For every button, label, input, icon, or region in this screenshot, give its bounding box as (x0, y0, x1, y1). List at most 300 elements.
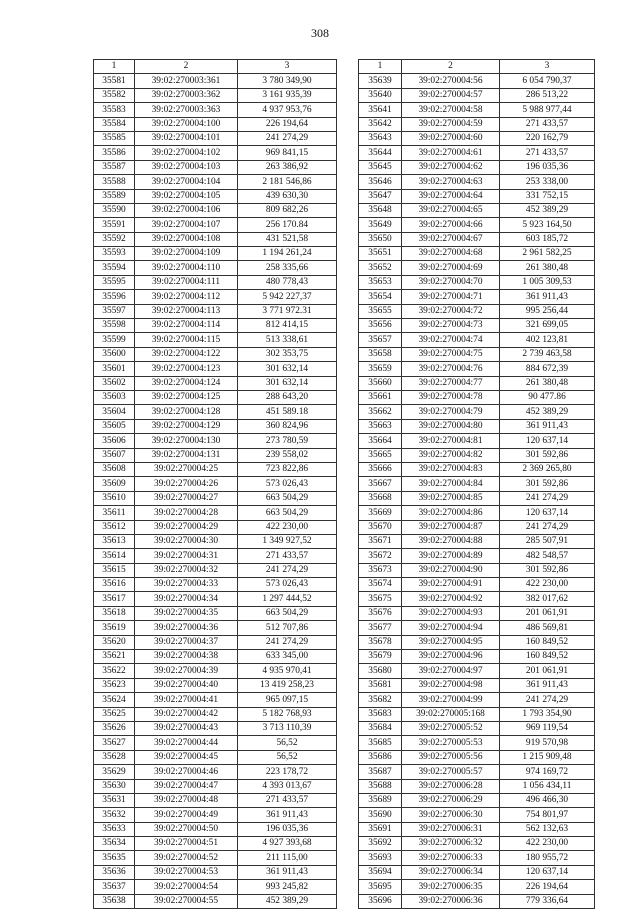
row-number-cell: 35649 (359, 218, 402, 232)
cadastral-number-cell: 39:02:270006:30 (402, 808, 500, 822)
value-cell: 271 433,57 (238, 549, 337, 563)
table-row (94, 736, 337, 750)
column-header: 1 (359, 60, 402, 74)
value-cell: 573 026,43 (238, 477, 337, 491)
cadastral-number-cell: 39:02:270004:52 (135, 851, 238, 865)
value-cell: 5 942 227,37 (238, 290, 337, 304)
cadastral-number-cell: 39:02:270004:108 (135, 232, 238, 246)
value-cell: 6 054 790,37 (500, 74, 595, 88)
table-row (359, 506, 595, 520)
table-row (359, 621, 595, 635)
row-number-cell: 35666 (359, 462, 402, 476)
table-row (94, 592, 337, 606)
table-row (94, 578, 337, 592)
row-number-cell: 35623 (94, 678, 135, 692)
table-row (359, 534, 595, 548)
row-number-cell: 35670 (359, 520, 402, 534)
row-number-cell: 35638 (94, 894, 135, 908)
table-row (359, 592, 595, 606)
table-row (94, 146, 337, 160)
table-row (359, 434, 595, 448)
row-number-cell: 35610 (94, 491, 135, 505)
row-number-cell: 35691 (359, 822, 402, 836)
row-number-cell: 35598 (94, 319, 135, 333)
cadastral-number-cell: 39:02:270004:100 (135, 117, 238, 131)
cadastral-number-cell: 39:02:270004:42 (135, 707, 238, 721)
table-row (359, 491, 595, 505)
cadastral-number-cell: 39:02:270004:48 (135, 793, 238, 807)
cadastral-number-cell: 39:02:270004:104 (135, 175, 238, 189)
table-row (94, 160, 337, 174)
value-cell: 160 849,52 (500, 650, 595, 664)
cadastral-number-cell: 39:02:270003:363 (135, 103, 238, 117)
table-row (94, 765, 337, 779)
row-number-cell: 35606 (94, 434, 135, 448)
row-number-cell: 35668 (359, 491, 402, 505)
cadastral-number-cell: 39:02:270004:112 (135, 290, 238, 304)
value-cell: 5 182 768,93 (238, 707, 337, 721)
value-cell: 633 345,00 (238, 650, 337, 664)
table-row (94, 88, 337, 102)
cadastral-number-cell: 39:02:270004:111 (135, 275, 238, 289)
cadastral-number-cell: 39:02:270004:102 (135, 146, 238, 160)
table-row (94, 506, 337, 520)
table-row (94, 635, 337, 649)
value-cell: 431 521,58 (238, 232, 337, 246)
cadastral-number-cell: 39:02:270004:62 (402, 160, 500, 174)
table-row (359, 707, 595, 721)
row-number-cell: 35673 (359, 563, 402, 577)
value-cell: 884 672,39 (500, 362, 595, 376)
cadastral-number-cell: 39:02:270006:34 (402, 865, 500, 879)
table-row (359, 275, 595, 289)
row-number-cell: 35630 (94, 779, 135, 793)
cadastral-number-cell: 39:02:270006:29 (402, 793, 500, 807)
value-cell: 261 380,48 (500, 261, 595, 275)
row-number-cell: 35586 (94, 146, 135, 160)
row-number-cell: 35617 (94, 592, 135, 606)
table-row (359, 347, 595, 361)
row-number-cell: 35637 (94, 880, 135, 894)
row-number-cell: 35585 (94, 131, 135, 145)
value-cell: 663 504,29 (238, 506, 337, 520)
row-number-cell: 35639 (359, 74, 402, 88)
value-cell: 256 170.84 (238, 218, 337, 232)
value-cell: 969 119,54 (500, 721, 595, 735)
row-number-cell: 35658 (359, 347, 402, 361)
row-number-cell: 35588 (94, 175, 135, 189)
row-number-cell: 35611 (94, 506, 135, 520)
table-row (359, 232, 595, 246)
value-cell: 779 336,64 (500, 894, 595, 908)
row-number-cell: 35622 (94, 664, 135, 678)
table-row (359, 203, 595, 217)
value-cell: 271 433,57 (500, 146, 595, 160)
value-cell: 439 630,30 (238, 189, 337, 203)
value-cell: 4 937 953,76 (238, 103, 337, 117)
cadastral-number-cell: 39:02:270004:25 (135, 462, 238, 476)
row-number-cell: 35589 (94, 189, 135, 203)
table-row (359, 880, 595, 894)
row-number-cell: 35628 (94, 750, 135, 764)
cadastral-number-cell: 39:02:270004:96 (402, 650, 500, 664)
row-number-cell: 35581 (94, 74, 135, 88)
row-number-cell: 35621 (94, 650, 135, 664)
cadastral-number-cell: 39:02:270004:99 (402, 693, 500, 707)
table-row (359, 779, 595, 793)
table-row (94, 534, 337, 548)
table-row (359, 376, 595, 390)
cadastral-number-cell: 39:02:270004:93 (402, 606, 500, 620)
value-cell: 286 513,22 (500, 88, 595, 102)
table-row (359, 549, 595, 563)
row-number-cell: 35633 (94, 822, 135, 836)
cadastral-number-cell: 39:02:270004:30 (135, 534, 238, 548)
value-cell: 452 389,29 (500, 405, 595, 419)
row-number-cell: 35645 (359, 160, 402, 174)
row-number-cell: 35601 (94, 362, 135, 376)
value-cell: 562 132,63 (500, 822, 595, 836)
value-cell: 120 637,14 (500, 434, 595, 448)
cadastral-number-cell: 39:02:270004:107 (135, 218, 238, 232)
cadastral-number-cell: 39:02:270004:61 (402, 146, 500, 160)
row-number-cell: 35689 (359, 793, 402, 807)
cadastral-number-cell: 39:02:270004:41 (135, 693, 238, 707)
column-header: 1 (94, 60, 135, 74)
value-cell: 302 353,75 (238, 347, 337, 361)
value-cell: 361 911,43 (500, 678, 595, 692)
cadastral-number-cell: 39:02:270004:68 (402, 247, 500, 261)
cadastral-number-cell: 39:02:270004:123 (135, 362, 238, 376)
table-row (359, 319, 595, 333)
cadastral-number-cell: 39:02:270004:71 (402, 290, 500, 304)
cadastral-number-cell: 39:02:270004:77 (402, 376, 500, 390)
value-cell: 513 338,61 (238, 333, 337, 347)
row-number-cell: 35608 (94, 462, 135, 476)
value-cell: 573 026,43 (238, 578, 337, 592)
cadastral-number-cell: 39:02:270004:64 (402, 189, 500, 203)
row-number-cell: 35596 (94, 290, 135, 304)
value-cell: 486 569,81 (500, 621, 595, 635)
value-cell: 2 961 582,25 (500, 247, 595, 261)
cadastral-number-cell: 39:02:270004:27 (135, 491, 238, 505)
value-cell: 90 477.86 (500, 390, 595, 404)
value-cell: 919 570,98 (500, 736, 595, 750)
cadastral-number-cell: 39:02:270004:83 (402, 462, 500, 476)
cadastral-number-cell: 39:02:270004:39 (135, 664, 238, 678)
row-number-cell: 35648 (359, 203, 402, 217)
cadastral-number-cell: 39:02:270004:31 (135, 549, 238, 563)
value-cell: 422 230,00 (238, 520, 337, 534)
cadastral-number-cell: 39:02:270004:90 (402, 563, 500, 577)
value-cell: 993 245,82 (238, 880, 337, 894)
table-row (359, 175, 595, 189)
cadastral-number-cell: 39:02:270004:95 (402, 635, 500, 649)
table-row (359, 736, 595, 750)
table-row (359, 678, 595, 692)
row-number-cell: 35597 (94, 304, 135, 318)
table-row (94, 232, 337, 246)
cadastral-number-cell: 39:02:270004:32 (135, 563, 238, 577)
cadastral-number-cell: 39:02:270004:45 (135, 750, 238, 764)
value-cell: 321 699,05 (500, 319, 595, 333)
table-row (359, 765, 595, 779)
cadastral-number-cell: 39:02:270004:103 (135, 160, 238, 174)
cadastral-number-cell: 39:02:270004:125 (135, 390, 238, 404)
table-row (359, 189, 595, 203)
row-number-cell: 35619 (94, 621, 135, 635)
row-number-cell: 35614 (94, 549, 135, 563)
table-row (94, 261, 337, 275)
row-number-cell: 35662 (359, 405, 402, 419)
row-number-cell: 35605 (94, 419, 135, 433)
value-cell: 273 780,59 (238, 434, 337, 448)
value-cell: 1 194 261,24 (238, 247, 337, 261)
value-cell: 13 419 258,23 (238, 678, 337, 692)
table-row (94, 664, 337, 678)
row-number-cell: 35657 (359, 333, 402, 347)
row-number-cell: 35696 (359, 894, 402, 908)
row-number-cell: 35615 (94, 563, 135, 577)
value-cell: 301 592,86 (500, 477, 595, 491)
cadastral-number-cell: 39:02:270004:50 (135, 822, 238, 836)
table-row (359, 750, 595, 764)
cadastral-number-cell: 39:02:270004:88 (402, 534, 500, 548)
cadastral-number-cell: 39:02:270004:38 (135, 650, 238, 664)
value-cell: 663 504,29 (238, 606, 337, 620)
row-number-cell: 35625 (94, 707, 135, 721)
row-number-cell: 35671 (359, 534, 402, 548)
cadastral-number-cell: 39:02:270004:74 (402, 333, 500, 347)
value-cell: 480 778,43 (238, 275, 337, 289)
row-number-cell: 35655 (359, 304, 402, 318)
row-number-cell: 35684 (359, 721, 402, 735)
value-cell: 382 017,62 (500, 592, 595, 606)
cadastral-number-cell: 39:02:270006:36 (402, 894, 500, 908)
value-cell: 120 637,14 (500, 865, 595, 879)
row-number-cell: 35675 (359, 592, 402, 606)
cadastral-number-cell: 39:02:270006:32 (402, 837, 500, 851)
value-cell: 361 911,43 (500, 419, 595, 433)
table-row (359, 261, 595, 275)
table-row (359, 822, 595, 836)
value-cell: 56,52 (238, 750, 337, 764)
table-row (359, 160, 595, 174)
table-row (94, 851, 337, 865)
table-row (94, 808, 337, 822)
value-cell: 995 256,44 (500, 304, 595, 318)
table-row (359, 304, 595, 318)
value-cell: 422 230,00 (500, 837, 595, 851)
row-number-cell: 35599 (94, 333, 135, 347)
table-row (359, 606, 595, 620)
value-cell: 271 433,57 (500, 117, 595, 131)
cadastral-number-cell: 39:02:270004:80 (402, 419, 500, 433)
table-row (94, 218, 337, 232)
value-cell: 288 643,20 (238, 390, 337, 404)
table-row (94, 721, 337, 735)
table-row (359, 837, 595, 851)
cadastral-number-cell: 39:02:270004:87 (402, 520, 500, 534)
cadastral-number-cell: 39:02:270004:53 (135, 865, 238, 879)
table-row (359, 563, 595, 577)
table-row (94, 520, 337, 534)
cadastral-number-cell: 39:02:270004:78 (402, 390, 500, 404)
row-number-cell: 35607 (94, 448, 135, 462)
cadastral-number-cell: 39:02:270004:72 (402, 304, 500, 318)
page-number: 308 (311, 26, 329, 40)
value-cell: 969 841,15 (238, 146, 337, 160)
value-cell: 211 115,00 (238, 851, 337, 865)
cadastral-number-cell: 39:02:270005:52 (402, 721, 500, 735)
value-cell: 1 349 927,52 (238, 534, 337, 548)
cadastral-number-cell: 39:02:270006:33 (402, 851, 500, 865)
row-number-cell: 35626 (94, 721, 135, 735)
value-cell: 241 274,29 (500, 693, 595, 707)
table-row (94, 678, 337, 692)
row-number-cell: 35600 (94, 347, 135, 361)
value-cell: 361 911,43 (238, 808, 337, 822)
value-cell: 974 169,72 (500, 765, 595, 779)
value-cell: 422 230,00 (500, 578, 595, 592)
value-cell: 1 056 434,11 (500, 779, 595, 793)
cadastral-number-cell: 39:02:270004:46 (135, 765, 238, 779)
cadastral-number-cell: 39:02:270004:44 (135, 736, 238, 750)
value-cell: 180 955,72 (500, 851, 595, 865)
row-number-cell: 35688 (359, 779, 402, 793)
row-number-cell: 35612 (94, 520, 135, 534)
row-number-cell: 35646 (359, 175, 402, 189)
table-row (359, 88, 595, 102)
cadastral-number-cell: 39:02:270004:94 (402, 621, 500, 635)
table-row (94, 304, 337, 318)
table-row (94, 189, 337, 203)
row-number-cell: 35654 (359, 290, 402, 304)
row-number-cell: 35652 (359, 261, 402, 275)
value-cell: 331 752,15 (500, 189, 595, 203)
table-row (94, 117, 337, 131)
cadastral-number-cell: 39:02:270004:49 (135, 808, 238, 822)
row-number-cell: 35624 (94, 693, 135, 707)
value-cell: 812 414,15 (238, 319, 337, 333)
table-row (359, 419, 595, 433)
cadastral-number-cell: 39:02:270004:84 (402, 477, 500, 491)
row-number-cell: 35677 (359, 621, 402, 635)
cadastral-number-cell: 39:02:270004:110 (135, 261, 238, 275)
cadastral-number-cell: 39:02:270004:89 (402, 549, 500, 563)
table-row (359, 146, 595, 160)
table-row (359, 477, 595, 491)
cadastral-number-cell: 39:02:270005:168 (402, 707, 500, 721)
cadastral-number-cell: 39:02:270004:105 (135, 189, 238, 203)
table-row (94, 362, 337, 376)
value-cell: 809 682,26 (238, 203, 337, 217)
cadastral-number-cell: 39:02:270004:98 (402, 678, 500, 692)
table-row (94, 203, 337, 217)
value-cell: 226 194,64 (500, 880, 595, 894)
row-number-cell: 35593 (94, 247, 135, 261)
value-cell: 301 592,86 (500, 563, 595, 577)
cadastral-number-cell: 39:02:270005:53 (402, 736, 500, 750)
row-number-cell: 35618 (94, 606, 135, 620)
value-cell: 3 771 972.31 (238, 304, 337, 318)
cadastral-number-cell: 39:02:270004:37 (135, 635, 238, 649)
cadastral-number-cell: 39:02:270004:76 (402, 362, 500, 376)
cadastral-number-cell: 39:02:270004:81 (402, 434, 500, 448)
value-cell: 196 035,36 (238, 822, 337, 836)
row-number-cell: 35681 (359, 678, 402, 692)
cadastral-number-cell: 39:02:270004:34 (135, 592, 238, 606)
row-number-cell: 35661 (359, 390, 402, 404)
table-row (359, 693, 595, 707)
column-header: 3 (238, 60, 337, 74)
row-number-cell: 35676 (359, 606, 402, 620)
row-number-cell: 35644 (359, 146, 402, 160)
header-row (94, 60, 337, 74)
table-row (359, 865, 595, 879)
value-cell: 754 801,97 (500, 808, 595, 822)
row-number-cell: 35686 (359, 750, 402, 764)
table-row (94, 880, 337, 894)
table-row (94, 894, 337, 908)
cadastral-number-cell: 39:02:270003:362 (135, 88, 238, 102)
row-number-cell: 35660 (359, 376, 402, 390)
cadastral-number-cell: 39:02:270004:26 (135, 477, 238, 491)
row-number-cell: 35667 (359, 477, 402, 491)
table-row (94, 419, 337, 433)
row-number-cell: 35613 (94, 534, 135, 548)
row-number-cell: 35692 (359, 837, 402, 851)
row-number-cell: 35651 (359, 247, 402, 261)
cadastral-number-cell: 39:02:270004:67 (402, 232, 500, 246)
table-row (359, 218, 595, 232)
value-cell: 663 504,29 (238, 491, 337, 505)
value-cell: 2 739 463,58 (500, 347, 595, 361)
row-number-cell: 35647 (359, 189, 402, 203)
table-row (94, 333, 337, 347)
row-number-cell: 35690 (359, 808, 402, 822)
row-number-cell: 35685 (359, 736, 402, 750)
table-row (359, 808, 595, 822)
row-number-cell: 35604 (94, 405, 135, 419)
cadastral-number-cell: 39:02:270004:101 (135, 131, 238, 145)
table-row (359, 650, 595, 664)
cadastral-number-cell: 39:02:270004:55 (135, 894, 238, 908)
value-cell: 160 849,52 (500, 635, 595, 649)
row-number-cell: 35609 (94, 477, 135, 491)
value-cell: 301 632,14 (238, 362, 337, 376)
value-cell: 452 389,29 (238, 894, 337, 908)
row-number-cell: 35678 (359, 635, 402, 649)
column-header: 2 (402, 60, 500, 74)
cadastral-number-cell: 39:02:270004:82 (402, 448, 500, 462)
value-cell: 603 185,72 (500, 232, 595, 246)
value-cell: 2 181 546,86 (238, 175, 337, 189)
table-row (359, 362, 595, 376)
value-cell: 261 380,48 (500, 376, 595, 390)
row-number-cell: 35643 (359, 131, 402, 145)
cadastral-number-cell: 39:02:270004:124 (135, 376, 238, 390)
row-number-cell: 35682 (359, 693, 402, 707)
row-number-cell: 35582 (94, 88, 135, 102)
table-row (94, 491, 337, 505)
row-number-cell: 35631 (94, 793, 135, 807)
row-number-cell: 35641 (359, 103, 402, 117)
cadastral-number-cell: 39:02:270004:92 (402, 592, 500, 606)
value-cell: 201 061,91 (500, 606, 595, 620)
cadastral-number-cell: 39:02:270004:29 (135, 520, 238, 534)
value-cell: 253 338,00 (500, 175, 595, 189)
